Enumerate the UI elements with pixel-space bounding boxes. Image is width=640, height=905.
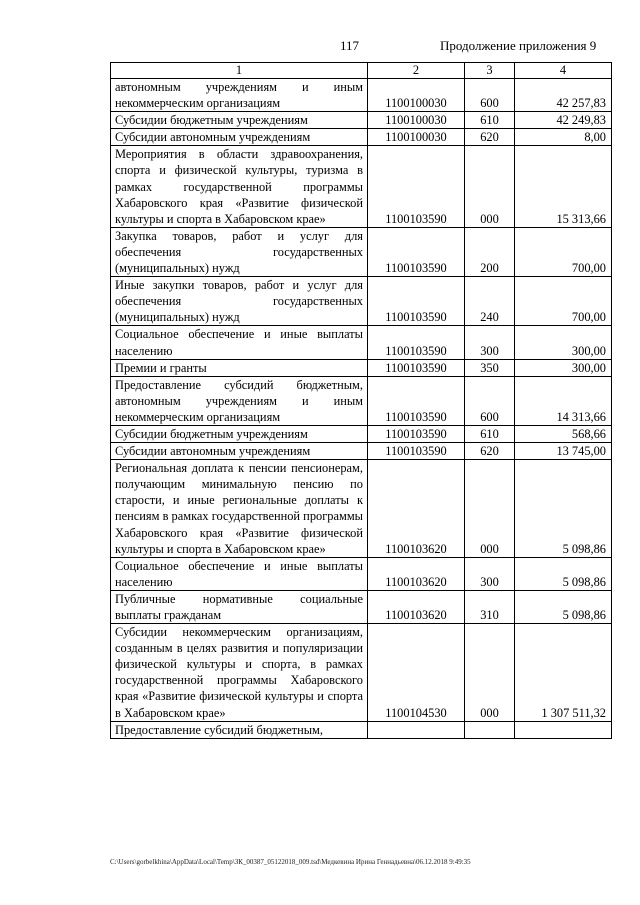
cell-name: Субсидии бюджетным учреждениям [111, 112, 368, 129]
cell-name: Мероприятия в области здравоохранения, спорта и физической культуры, туризма в рамках государственной программы Хабаровского края «Развитие физической культуры и спорта в Хабаровском крае» [111, 146, 368, 227]
table-row [111, 721, 612, 738]
cell-amount [515, 721, 612, 738]
table-row [111, 146, 612, 227]
cell-code: 1100103590 [368, 359, 465, 376]
table-row [111, 227, 612, 276]
cell-amount: 300,00 [515, 359, 612, 376]
cell-kind: 310 [465, 590, 515, 623]
cell-name: Премии и гранты [111, 359, 368, 376]
cell-amount: 568,66 [515, 425, 612, 442]
column-header-1: 1 [111, 63, 368, 79]
cell-code: 1100103590 [368, 227, 465, 276]
cell-kind: 000 [465, 460, 515, 558]
cell-name: Иные закупки товаров, работ и услуг для обеспечения государственных (муниципальных) нужд [111, 277, 368, 326]
table-row [111, 376, 612, 425]
cell-code: 1100100030 [368, 112, 465, 129]
cell-kind: 240 [465, 277, 515, 326]
cell-kind: 600 [465, 376, 515, 425]
cell-kind: 300 [465, 557, 515, 590]
table-row [111, 590, 612, 623]
file-path-footer: C:\Users\gorbelkhina\AppData\Local\Temp\ЗК_00387_05122018_009.tsd\Медкевина Ирина Геннадьевна\06.12.2018 9:49:35 [110, 858, 471, 866]
cell-kind: 000 [465, 624, 515, 722]
cell-kind: 610 [465, 425, 515, 442]
cell-name: Публичные нормативные социальные выплаты гражданам [111, 590, 368, 623]
cell-name: автономным учреждениям и иным некоммерческим организациям [111, 79, 368, 112]
cell-kind: 610 [465, 112, 515, 129]
cell-amount: 42 257,83 [515, 79, 612, 112]
column-header-4: 4 [515, 63, 612, 79]
table-body [111, 79, 612, 739]
cell-code: 1100104530 [368, 624, 465, 722]
cell-code: 1100100030 [368, 129, 465, 146]
cell-code: 1100103620 [368, 590, 465, 623]
cell-name: Субсидии бюджетным учреждениям [111, 425, 368, 442]
cell-code: 1100103590 [368, 443, 465, 460]
table-row [111, 326, 612, 359]
cell-name: Закупка товаров, работ и услуг для обеспечения государственных (муниципальных) нужд [111, 227, 368, 276]
page-number: 117 [340, 38, 360, 53]
cell-name: Социальное обеспечение и иные выплаты населению [111, 326, 368, 359]
table-row [111, 359, 612, 376]
cell-name: Предоставление субсидий бюджетным, [111, 721, 368, 738]
column-header-3: 3 [465, 63, 515, 79]
table-header-row [111, 63, 612, 79]
cell-code: 1100103590 [368, 146, 465, 227]
table-row [111, 129, 612, 146]
cell-name: Субсидии некоммерческим организациям, созданным в целях развития и популяризации физической культуры и спорта, в рамках государственной программы Хабаровского края «Развитие физической культуры и спорта в Хабаровском крае» [111, 624, 368, 722]
cell-kind: 600 [465, 79, 515, 112]
table-row [111, 624, 612, 722]
cell-amount: 15 313,66 [515, 146, 612, 227]
cell-amount: 42 249,83 [515, 112, 612, 129]
cell-amount: 1 307 511,32 [515, 624, 612, 722]
table-row [111, 557, 612, 590]
table-row [111, 443, 612, 460]
cell-name: Субсидии автономным учреждениям [111, 129, 368, 146]
cell-amount: 300,00 [515, 326, 612, 359]
cell-name: Предоставление субсидий бюджетным, автономным учреждениям и иным некоммерческим организациям [111, 376, 368, 425]
table-row [111, 460, 612, 558]
cell-code: 1100103620 [368, 557, 465, 590]
table-row [111, 112, 612, 129]
table-row [111, 79, 612, 112]
cell-amount: 700,00 [515, 277, 612, 326]
budget-table [110, 62, 612, 739]
cell-amount: 5 098,86 [515, 460, 612, 558]
cell-name: Социальное обеспечение и иные выплаты населению [111, 557, 368, 590]
table-row [111, 277, 612, 326]
cell-amount: 13 745,00 [515, 443, 612, 460]
cell-code: 1100100030 [368, 79, 465, 112]
cell-kind: 350 [465, 359, 515, 376]
cell-code: 1100103590 [368, 277, 465, 326]
cell-amount: 5 098,86 [515, 557, 612, 590]
continuation-title: Продолжение приложения 9 [440, 38, 597, 53]
cell-amount: 5 098,86 [515, 590, 612, 623]
cell-code [368, 721, 465, 738]
cell-code: 1100103590 [368, 425, 465, 442]
table-row [111, 425, 612, 442]
cell-amount: 700,00 [515, 227, 612, 276]
cell-name: Субсидии автономным учреждениям [111, 443, 368, 460]
cell-amount: 14 313,66 [515, 376, 612, 425]
cell-kind: 000 [465, 146, 515, 227]
cell-kind: 300 [465, 326, 515, 359]
cell-kind: 620 [465, 129, 515, 146]
cell-code: 1100103590 [368, 376, 465, 425]
cell-kind: 200 [465, 227, 515, 276]
cell-amount: 8,00 [515, 129, 612, 146]
cell-code: 1100103620 [368, 460, 465, 558]
cell-kind: 620 [465, 443, 515, 460]
cell-code: 1100103590 [368, 326, 465, 359]
cell-name: Региональная доплата к пенсии пенсионерам, получающим минимальную пенсию по старости, и иные региональные доплаты к пенсиям в рамках государственной программы Хабаровского края «Развитие физической культуры и спорта в Хабаровском крае» [111, 460, 368, 558]
column-header-2: 2 [368, 63, 465, 79]
cell-kind [465, 721, 515, 738]
